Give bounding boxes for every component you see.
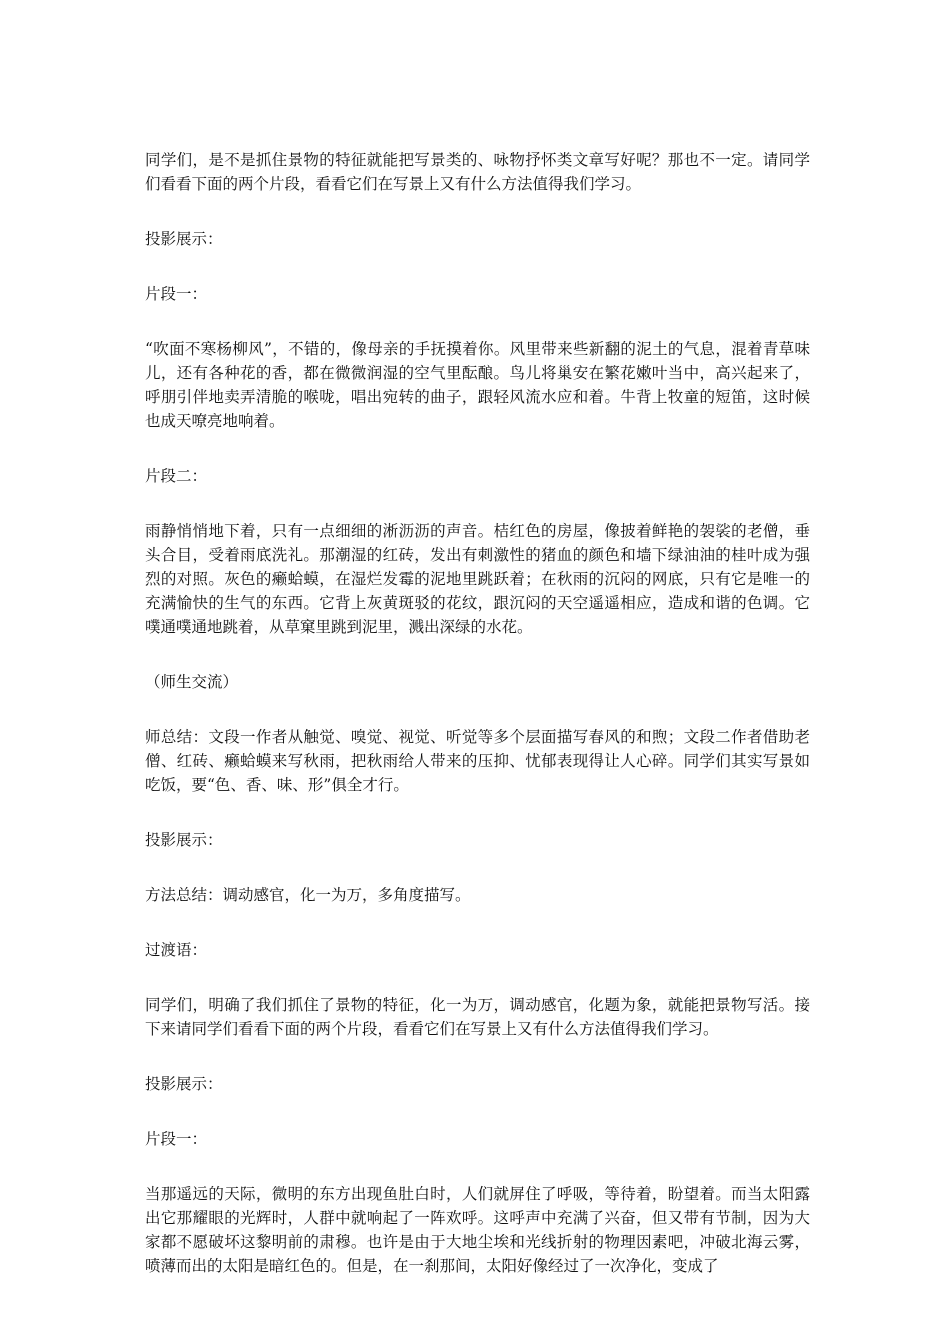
paragraph-intro: 同学们，是不是抓住景物的特征就能把写景类的、咏物抒怀类文章写好呢？那也不一定。请同学们看看下面的两个片段，看看它们在写景上又有什么方法值得我们学习。 (145, 151, 810, 193)
paragraph-projection-label: 投影展示： (145, 1075, 223, 1093)
paragraph-projection-label: 投影展示： (145, 230, 223, 248)
paragraph-teacher-summary: 师总结：文段一作者从触觉、嗅觉、视觉、听觉等多个层面描写春风的和煦；文段二作者借助老僧、红砖、癞蛤蟆来写秋雨，把秋雨给人带来的压抑、忧郁表现得让人心碎。同学们其实写景如吃饭，要“色、香、味、形”俱全才行。 (145, 728, 810, 794)
paragraph-method-summary: 方法总结：调动感官，化一为万，多角度描写。 (145, 886, 471, 904)
document-body (145, 148, 810, 1309)
paragraph-transition-label: 过渡语： (145, 941, 208, 959)
paragraph-excerpt-two: 雨静悄悄地下着，只有一点细细的淅沥沥的声音。桔红色的房屋，像披着鲜艳的袈裟的老僧，垂头合目，受着雨底洗礼。那潮湿的红砖，发出有刺激性的猪血的颜色和墙下绿油油的桂叶成为强烈的对照。灰色的癞蛤蟆，在湿烂发霉的泥地里跳跃着；在秋雨的沉闷的网底，只有它是唯一的充满愉快的生气的东西。它背上灰黄斑驳的花纹，跟沉闷的天空遥遥相应，造成和谐的色调。它噗通噗通地跳着，从草窠里跳到泥里，溅出深绿的水花。 (145, 522, 810, 636)
paragraph-sunrise-excerpt: 当那遥远的天际，微明的东方出现鱼肚白时，人们就屏住了呼吸，等待着，盼望着。而当太阳露出它那耀眼的光辉时，人群中就响起了一阵欢呼。这呼声中充满了兴奋，但又带有节制，因为大家都不愿破坏这黎明前的肃穆。也许是由于大地尘埃和光线折射的物理因素吧，冲破北海云雾，喷薄而出的太阳是暗红色的。但是，在一刹那间，太阳好像经过了一次净化，变成了 (145, 1185, 810, 1275)
paragraph-discussion: （师生交流） (145, 673, 239, 691)
paragraph-excerpt-one-label: 片段一： (145, 1130, 208, 1148)
paragraph-excerpt-one-label: 片段一： (145, 285, 208, 303)
paragraph-excerpt-one: “吹面不寒杨柳风”，不错的，像母亲的手抚摸着你。风里带来些新翻的泥土的气息，混着青草味儿，还有各种花的香，都在微微润湿的空气里酝酿。鸟儿将巢安在繁花嫩叶当中，高兴起来了，呼朋引伴地卖弄清脆的喉咙，唱出宛转的曲子，跟轻风流水应和着。牛背上牧童的短笛，这时候也成天嘹亮地响着。 (145, 340, 810, 430)
paragraph-projection-label: 投影展示： (145, 831, 223, 849)
paragraph-excerpt-two-label: 片段二： (145, 467, 208, 485)
paragraph-transition: 同学们，明确了我们抓住了景物的特征，化一为万，调动感官，化题为象，就能把景物写活。接下来请同学们看看下面的两个片段，看看它们在写景上又有什么方法值得我们学习。 (145, 996, 810, 1038)
